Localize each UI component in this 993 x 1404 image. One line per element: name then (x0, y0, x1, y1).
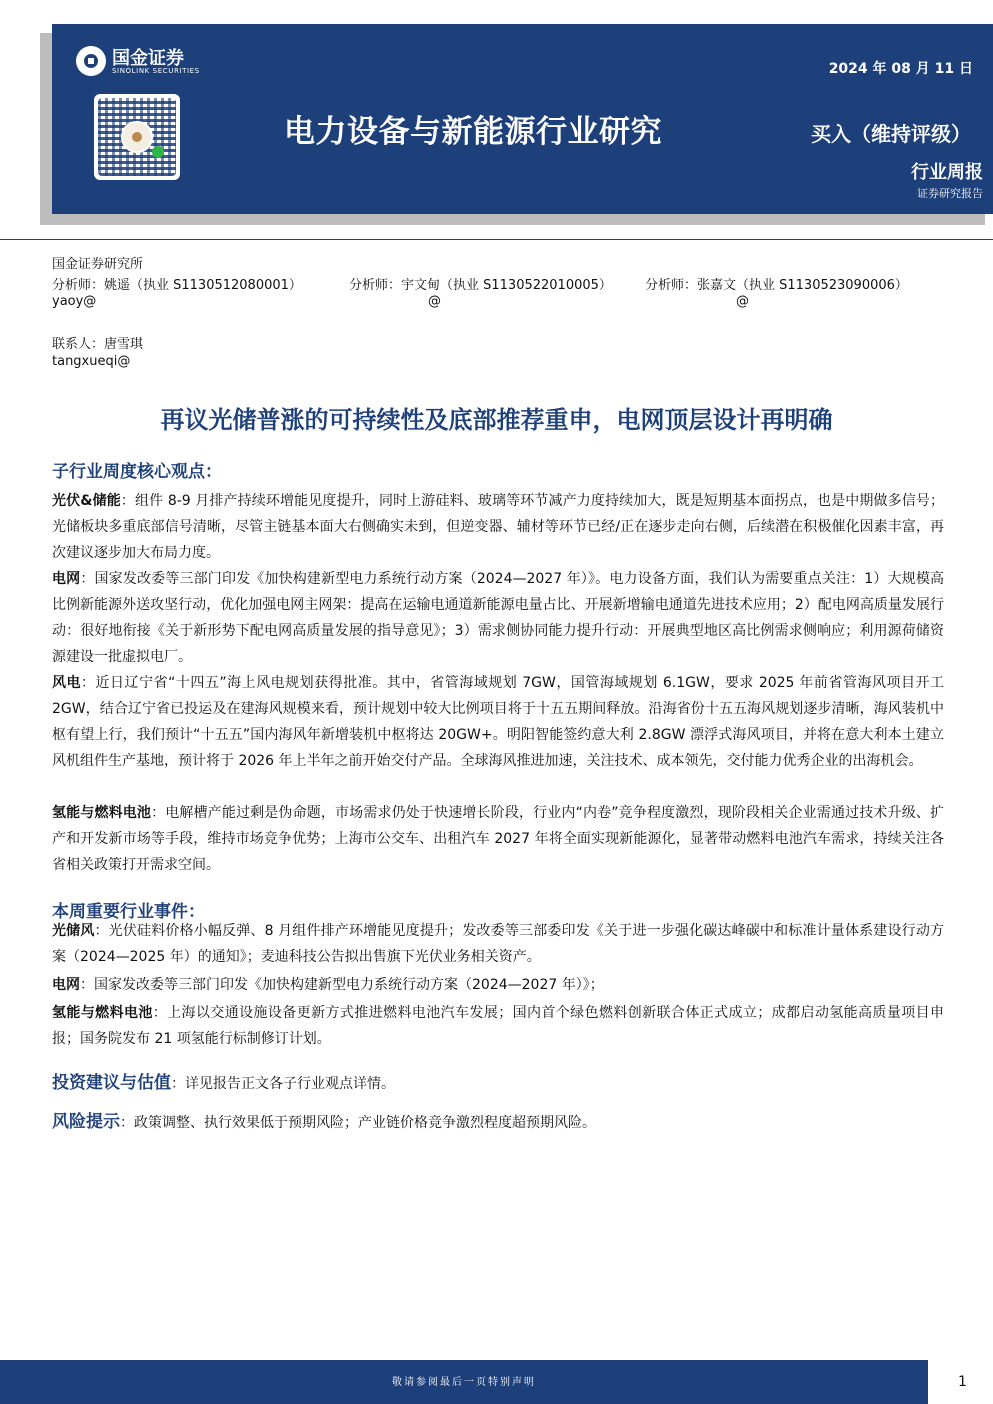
page-number: 1 (958, 1374, 967, 1390)
footer-disclaimer: 敬请参阅最后一页特别声明 (392, 1377, 536, 1388)
core-views-heading: 子行业周度核心观点： (52, 462, 222, 482)
institute-name: 国金证券研究所 (52, 257, 144, 272)
logo-en-text: SINOLINK SECURITIES (112, 67, 200, 75)
report-subtype: 证券研究报告 (917, 187, 983, 200)
core-view-label: 风电 (52, 675, 82, 691)
analyst-3-email[interactable]: @ (736, 294, 749, 309)
footer-bar (0, 1360, 928, 1404)
report-headline: 再议光储普涨的可持续性及底部推荐重申，电网顶层设计再明确 (160, 406, 833, 434)
mini-program-badge-icon (152, 146, 164, 158)
investment-heading: 投资建议与估值 (52, 1073, 171, 1093)
risk-heading: 风险提示 (52, 1112, 120, 1132)
core-view-pv-storage (52, 488, 944, 566)
company-logo (76, 44, 246, 80)
analyst-3: 分析师：张嘉文（执业 S1130523090006） (645, 278, 908, 293)
core-view-label: 电网 (52, 571, 81, 587)
contact-email[interactable]: tangxueqi@ (52, 354, 131, 369)
risk-warning (52, 1107, 596, 1132)
core-view-text: ：组件 8-9 月排产持续环增能见度提升，同时上游硅料、玻璃等环节减产力度持续加大，既是短期基本面拐点，也是中期做多信号；光储板块多重底部信号清晰，尽管主链基本面大右侧确实未到，但逆变器、辅材等环节已经/正在逐步走向右侧，后续潜在积极催化因素丰富，再次建议逐步加大布局力度。 (52, 493, 944, 561)
logo-mark-icon (76, 46, 106, 76)
qr-code-icon (94, 94, 180, 180)
analyst-1-email[interactable]: yaoy@ (52, 294, 97, 309)
event-label: 电网 (52, 977, 80, 993)
analyst-1: 分析师：姚遥（执业 S1130512080001） (52, 278, 302, 293)
header-divider (0, 239, 993, 240)
analyst-2: 分析师：宇文甸（执业 S1130522010005） (349, 278, 612, 293)
report-type: 行业周报 (911, 162, 983, 183)
rating-badge: 买入（维持评级） (811, 122, 971, 146)
event-label: 光储风 (52, 923, 95, 939)
report-date: 2024 年 08 月 11 日 (828, 61, 973, 77)
analyst-2-email[interactable]: @ (428, 294, 441, 309)
investment-text: ：详见报告正文各子行业观点详情。 (171, 1076, 395, 1092)
logo-cn-text: 国金证券 (112, 48, 184, 69)
event-text: ：上海以交通设施设备更新方式推进燃料电池汽车发展；国内首个绿色燃料创新联合体正式成立；成都启动氢能高质量项目申报；国务院发布 21 项氢能行标制修订计划。 (52, 1005, 945, 1047)
risk-text: ：政策调整、执行效果低于预期风险；产业链价格竞争激烈程度超预期风险。 (120, 1115, 596, 1131)
event-hydrogen (52, 1000, 944, 1052)
event-pv-wind-storage (52, 918, 944, 970)
contact-person: 联系人：唐雪琪 (52, 337, 144, 352)
core-view-label: 光伏&储能 (52, 493, 121, 509)
events-heading: 本周重要行业事件： (52, 902, 205, 922)
core-view-text: ：电解槽产能过剩是伪命题，市场需求仍处于快速增长阶段，行业内“内卷”竞争程度激烈，现阶段相关企业需通过技术升级、扩产和开发新市场等手段，维持市场竞争优势；上海市公交车、出租汽车 2027 年将全面实现新能源化，显著带动燃料电池汽车需求，持续关注各省相关政策打开需求空间。 (52, 805, 944, 873)
investment-advice (52, 1068, 395, 1093)
report-category-title: 电力设备与新能源行业研究 (284, 114, 662, 150)
core-view-label: 氢能与燃料电池 (52, 805, 152, 821)
event-text: ：光伏硅料价格小幅反弹、8 月组件排产环增能见度提升；发改委等三部委印发《关于进一步强化碳达峰碳中和标准计量体系建设行动方案（2024—2025 年）的通知》；麦迪科技公告拟出售旗下光伏业务相关资产。 (52, 923, 944, 965)
header-banner (52, 24, 993, 214)
event-label: 氢能与燃料电池 (52, 1005, 153, 1021)
event-text: ：国家发改委等三部门印发《加快构建新型电力系统行动方案（2024—2027 年）》； (80, 977, 604, 993)
qr-center-logo-icon (121, 121, 153, 153)
core-view-wind (52, 670, 944, 774)
core-view-text: ：国家发改委等三部门印发《加快构建新型电力系统行动方案（2024—2027 年）》。电力设备方面，我们认为需要重点关注：1）大规模高比例新能源外送攻坚行动，优化加强电网主网架：提高在运输电通道新能源电量占比、开展新增输电通道先进技术应用；2）配电网高质量发展行动：很好地衔接《关于新形势下配电网高质量发展的指导意见》；3）需求侧协同能力提升行动：开展典型地区高比例需求侧响应；利用源荷储资源建设一批虚拟电厂。 (52, 571, 944, 665)
core-view-text: ：近日辽宁省“十四五”海上风电规划获得批准。其中，省管海域规划 7GW，国管海域规划 6.1GW，要求 2025 年前省管海风项目开工 2GW，结合辽宁省已投运及在建海风规模来看，预计规划中较大比例项目将于十五五期间释放。沿海省份十五五海风规划逐步清晰，海风装机中枢有望上行，我们预计“十五五”国内海风年新增装机中枢将达 20GW+。明阳智能签约意大利 2.8GW 漂浮式海风项目，并将在意大利本土建立风机组件生产基地，预计将于 2026 年上半年之前开始交付产品。全球海风推进加速，关注技术、成本领先，交付能力优秀企业的出海机会。 (52, 675, 945, 769)
core-view-hydrogen (52, 800, 944, 878)
core-view-grid (52, 566, 944, 670)
event-grid (52, 972, 944, 998)
